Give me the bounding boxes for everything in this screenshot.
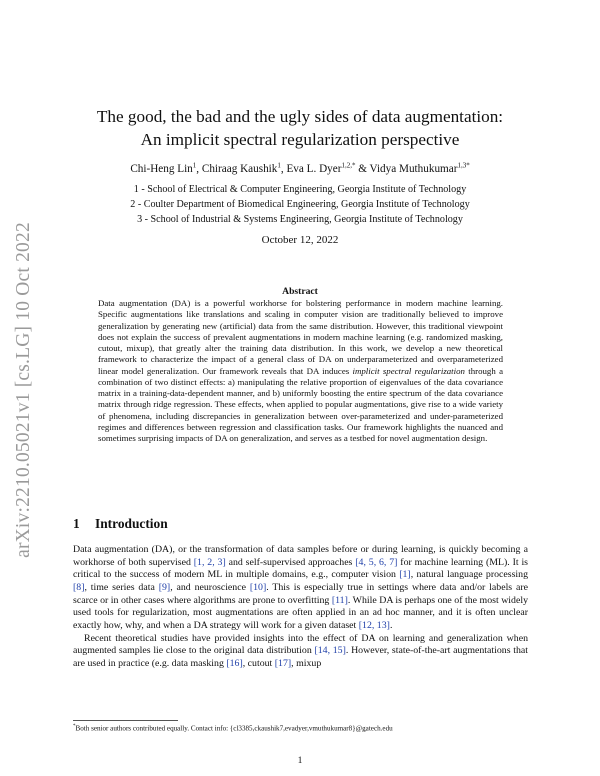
- intro-text: . This is especially true in settings where data and/or labels are scarce or in other cases where algorithms are prone to overfitting: [73, 581, 529, 606]
- citation-link[interactable]: [14, 15]: [314, 645, 346, 657]
- abstract-heading: Abstract: [282, 286, 318, 297]
- intro-text: , mixup: [291, 657, 322, 669]
- author-name: Chiraag Kaushik: [201, 163, 278, 175]
- abstract-body: [98, 298, 503, 444]
- intro-text: and self-supervised approaches: [225, 556, 356, 568]
- author-affiliation-mark: 1: [192, 161, 197, 170]
- abstract-emphasis: implicit spectral regularization: [352, 365, 465, 376]
- affiliation-1: 1 - School of Electrical & Computer Engineering, Georgia Institute of Technology: [133, 184, 467, 195]
- introduction-body: [73, 544, 528, 671]
- footnote: [73, 722, 533, 733]
- intro-paragraph-2: [73, 633, 528, 671]
- intro-text: .: [389, 619, 393, 631]
- citation-link[interactable]: [12, 13]: [358, 619, 390, 631]
- arxiv-sidebar-stamp: [2, 205, 42, 575]
- intro-text: , cutout: [242, 657, 275, 669]
- intro-text: Data augmentation (DA), or the transformation of data samples before or during learning, is quickly becoming a workhorse of both supervised: [73, 544, 528, 568]
- intro-text: . However, state-of-the-art augmentations that are used in practice (e.g. data masking: [73, 645, 528, 669]
- intro-text: , and neuroscience: [170, 581, 250, 593]
- citation-link[interactable]: [16]: [226, 657, 243, 669]
- abstract-text: Data augmentation (DA) is a powerful workhorse for bolstering performance in modern machine learning. Specific augmentations like translations and scaling in computer vision are traditionally believed to improve generalization by generating new (artificial) data from the same distribution. However, this traditional viewpoint does not explain the success of prevalent augmentations in modern machine learning (e.g. randomized masking, cutout, mixup), that greatly alter the training data distribution. In this work, we develop a new theoretical framework to characterize the impact of a general class of DA on underparameterized and overparameterized linear model generalization. Our framework reveals that DA induces: [98, 298, 503, 376]
- intro-text: , natural language processing: [410, 569, 529, 581]
- citation-link[interactable]: [9]: [158, 581, 171, 593]
- author-affiliation-mark: 1,3*: [457, 161, 470, 170]
- intro-text: for machine learning (ML). It is critical to the success of modern ML in multiple domains, e.g., computer vision: [73, 556, 529, 581]
- section-number: 1: [73, 516, 80, 531]
- arxiv-identifier: arXiv:2210.05021v1 [cs.LG] 10 Oct 2022: [13, 222, 34, 558]
- author-list: [60, 160, 540, 178]
- author-separator: &: [355, 163, 370, 175]
- intro-text: . While DA is perhaps one of the most widely used tools for regularization, most augmentations are often applied in an ad hoc manner, and it is often unclear exactly how, why, and when a DA strategy will work for a given dataset: [73, 594, 528, 631]
- intro-paragraph-1: [73, 544, 528, 633]
- citation-link[interactable]: [17]: [274, 657, 292, 669]
- page-number: 1: [297, 755, 303, 766]
- affiliation-2: 2 - Coulter Department of Biomedical Engineering, Georgia Institute of Technology: [130, 199, 470, 210]
- section-heading: [73, 515, 168, 533]
- citation-link[interactable]: [10]: [249, 581, 267, 593]
- citation-link[interactable]: [8]: [73, 581, 85, 593]
- author-separator: ,: [196, 163, 202, 175]
- citation-link[interactable]: [4, 5, 6, 7]: [355, 556, 398, 568]
- footnote-rule: [73, 720, 178, 721]
- paper-title-line-1: The good, the bad and the ugly sides of data augmentation:: [96, 107, 504, 126]
- author-name: Eva L. Dyer: [286, 163, 342, 175]
- footnote-text: Both senior authors contributed equally. Contact info: {cl3385,ckaushik7,evadyer,vmuthukumar8}@gatech.edu: [75, 724, 393, 733]
- author-affiliation-mark: 1,2,*: [341, 161, 356, 170]
- affiliation-3: 3 - School of Industrial & Systems Engineering, Georgia Institute of Technology: [137, 214, 463, 225]
- citation-link[interactable]: [1, 2, 3]: [193, 556, 226, 568]
- intro-text: Recent theoretical studies have provided insights into the effect of DA on learning and generalization when augmented samples lie close to the original data distribution: [73, 632, 528, 657]
- paper-title-line-2: An implicit spectral regularization perspective: [140, 130, 460, 149]
- author-name: Vidya Muthukumar: [369, 163, 458, 175]
- abstract-text: through a combination of two distinct effects: a) manipulating the relative proportion of eigenvalues of the data covariance matrix in a training-data-dependent manner, and b) uniformly boosting the entire spectrum of the data covariance matrix through ridge regression. These effects, when applied to popular augmentations, give rise to a wide variety of phenomena, including discrepancies in generalization between over-parameterized and under-parameterized regimes and differences between regression and classification tasks. Our framework highlights the nuanced and sometimes surprising impacts of DA on generalization, and serves as a testbed for novel augmentation design.: [98, 365, 504, 443]
- author-affiliation-mark: 1: [277, 161, 281, 170]
- publication-date: October 12, 2022: [261, 234, 339, 246]
- intro-text: , time series data: [84, 581, 159, 593]
- citation-link[interactable]: [11]: [331, 594, 348, 606]
- author-separator: ,: [280, 163, 287, 175]
- section-title: Introduction: [95, 516, 168, 531]
- footnote-mark: *: [73, 724, 76, 729]
- citation-link[interactable]: [1]: [399, 569, 411, 581]
- author-name: Chi-Heng Lin: [130, 163, 193, 175]
